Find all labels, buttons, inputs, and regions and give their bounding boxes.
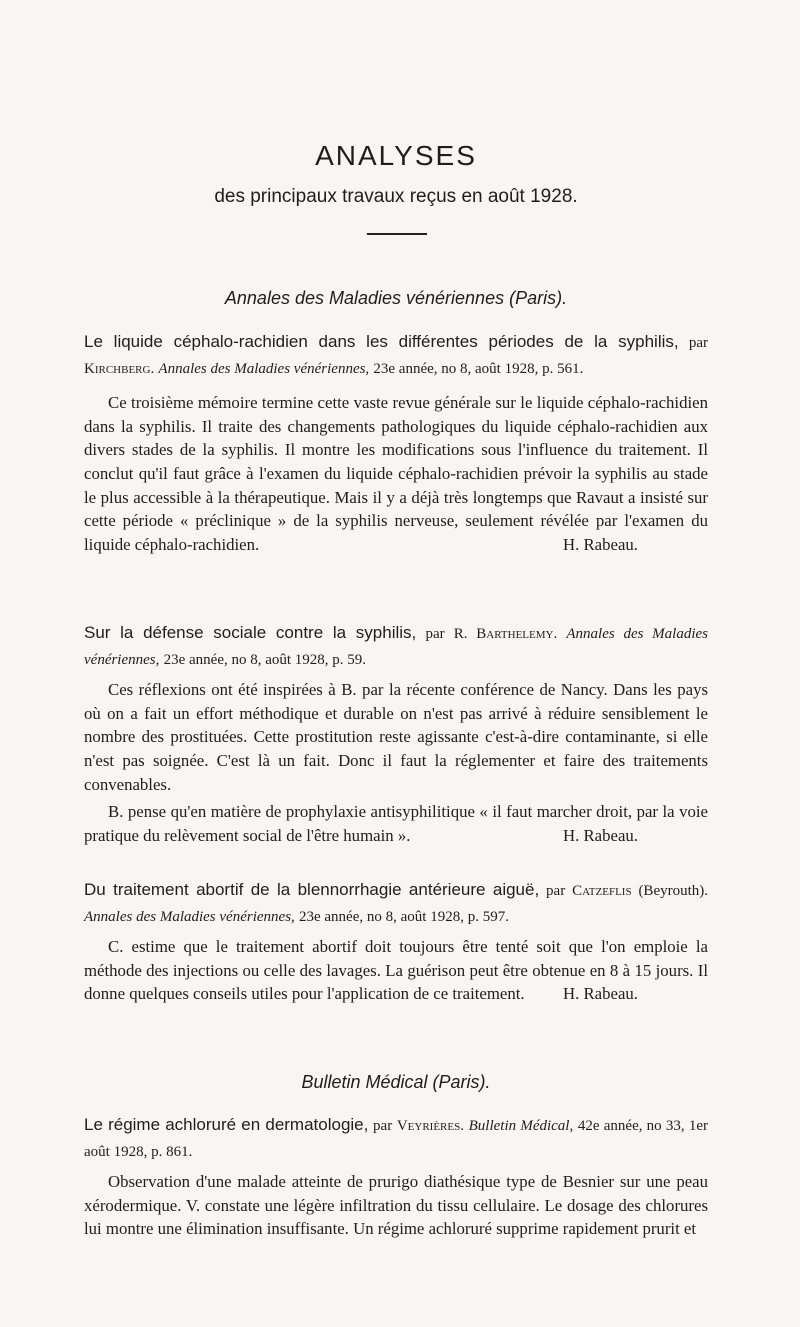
section-journal-title: Annales des Maladies vénériennes (Paris). — [224, 288, 568, 308]
article-journal: Annales des Maladies vénériennes, — [84, 908, 295, 925]
section-journal-title: Bulletin Médical (Paris). — [301, 1072, 491, 1092]
article-by: par — [688, 335, 708, 351]
article-reference: 42e année, no 33, 1er août 1928, p. 861. — [84, 1118, 708, 1160]
article-body-text: Ce troisième mémoire termine cette vaste revue générale sur le liquide céphalo-rachidien dans la syphilis. Il traite des changements pathologiques du liquide céphalo-rachidien aux divers stades de la syphilis. Il montre les modifications sous l'influence du traitement. Il conclut qu'il faut grâce à l'examen du liquide céphalo-rachidien prévoir la syphilis au stade le plus accessible à la thérapeutique. Mais il y a déjà très longtemps que Ravaut a insisté sur cette période « préclinique » de la syphilis nerveuse, seulement révélée par l'examen du liquide céphalo-rachidien. — [84, 393, 708, 554]
article — [84, 1113, 708, 1241]
article-body — [84, 800, 708, 847]
article-heading — [84, 330, 708, 381]
page-subtitle: des principaux travaux reçus en août 1928. — [214, 186, 578, 207]
article-author: Kirchberg. — [84, 360, 155, 377]
article-journal: Annales des Maladies vénériennes, — [84, 626, 708, 668]
article-journal: Bulletin Médical, — [468, 1118, 574, 1134]
article-author: Veyrières. — [396, 1118, 464, 1134]
article-body-text: C. estime que le traitement abortif doit toujours être tenté soit que l'on emploie la méthode des injections ou celle des lavages. La guérison peut être obtenue en 8 à 15 jours. Il donne quelques conseils utiles pour l'application de ce traitement. — [84, 937, 708, 1004]
article-reference: 23e année, no 8, août 1928, p. 597. — [298, 908, 509, 925]
page-title: ANALYSES — [315, 140, 477, 171]
article-body — [84, 391, 708, 556]
article-heading — [84, 1113, 708, 1164]
article-author: Catzeflis — [572, 883, 632, 899]
article-place: (Beyrouth). — [638, 883, 709, 899]
article-signature: H. Rabeau. — [562, 984, 638, 1004]
article-body — [84, 935, 708, 1006]
article-reference: 23e année, no 8, août 1928, p. 59. — [163, 651, 367, 668]
article-title: Le régime achloruré en dermatologie, — [84, 1115, 369, 1134]
article-by: par — [373, 1118, 393, 1134]
article-body-text: B. pense qu'en matière de prophylaxie antisyphilitique « il faut marcher droit, par la voie pratique du relèvement social de l'être humain ». — [84, 802, 708, 845]
article-title: Le liquide céphalo-rachidien dans les différentes périodes de la syphilis, — [84, 332, 679, 351]
article — [84, 330, 708, 556]
article-body: Ces réflexions ont été inspirées à B. par la récente conférence de Nancy. Dans les pays où on a fait un effort méthodique et durable on n'est pas arrivé à réduire sensiblement le nombre des prostituées. Cette prostitution reste agissante c'est-à-dire contaminante, si elle n'est pas soignée. C'est là un fait. Donc il faut la réglementer et faire des traitements convenables. — [84, 680, 708, 794]
article-signature: H. Rabeau. — [562, 825, 638, 845]
article-title: Sur la défense sociale contre la syphilis, — [84, 623, 417, 642]
title-divider — [367, 233, 427, 235]
article-by: par — [546, 883, 566, 899]
article-title: Du traitement abortif de la blennorrhagie antérieure aiguë, — [84, 880, 540, 899]
article-body: Observation d'une malade atteinte de prurigo diathésique type de Besnier sur une peau xérodermique. V. constate une légère infiltration du tissu cellulaire. Le dosage des chlorures lui montre une élimination insuffisante. Un régime achloruré supprime rapidement prurit et — [84, 1172, 708, 1239]
article-signature: H. Rabeau. — [562, 534, 638, 554]
article-heading — [84, 878, 708, 929]
article-heading — [84, 621, 708, 672]
article-reference: 23e année, no 8, août 1928, p. 561. — [373, 360, 584, 377]
article — [84, 878, 708, 1006]
article — [84, 621, 708, 847]
article-journal: Annales des Maladies vénériennes, — [158, 360, 370, 377]
article-author: R. Barthelemy. — [453, 626, 558, 642]
article-by: par — [425, 626, 445, 642]
